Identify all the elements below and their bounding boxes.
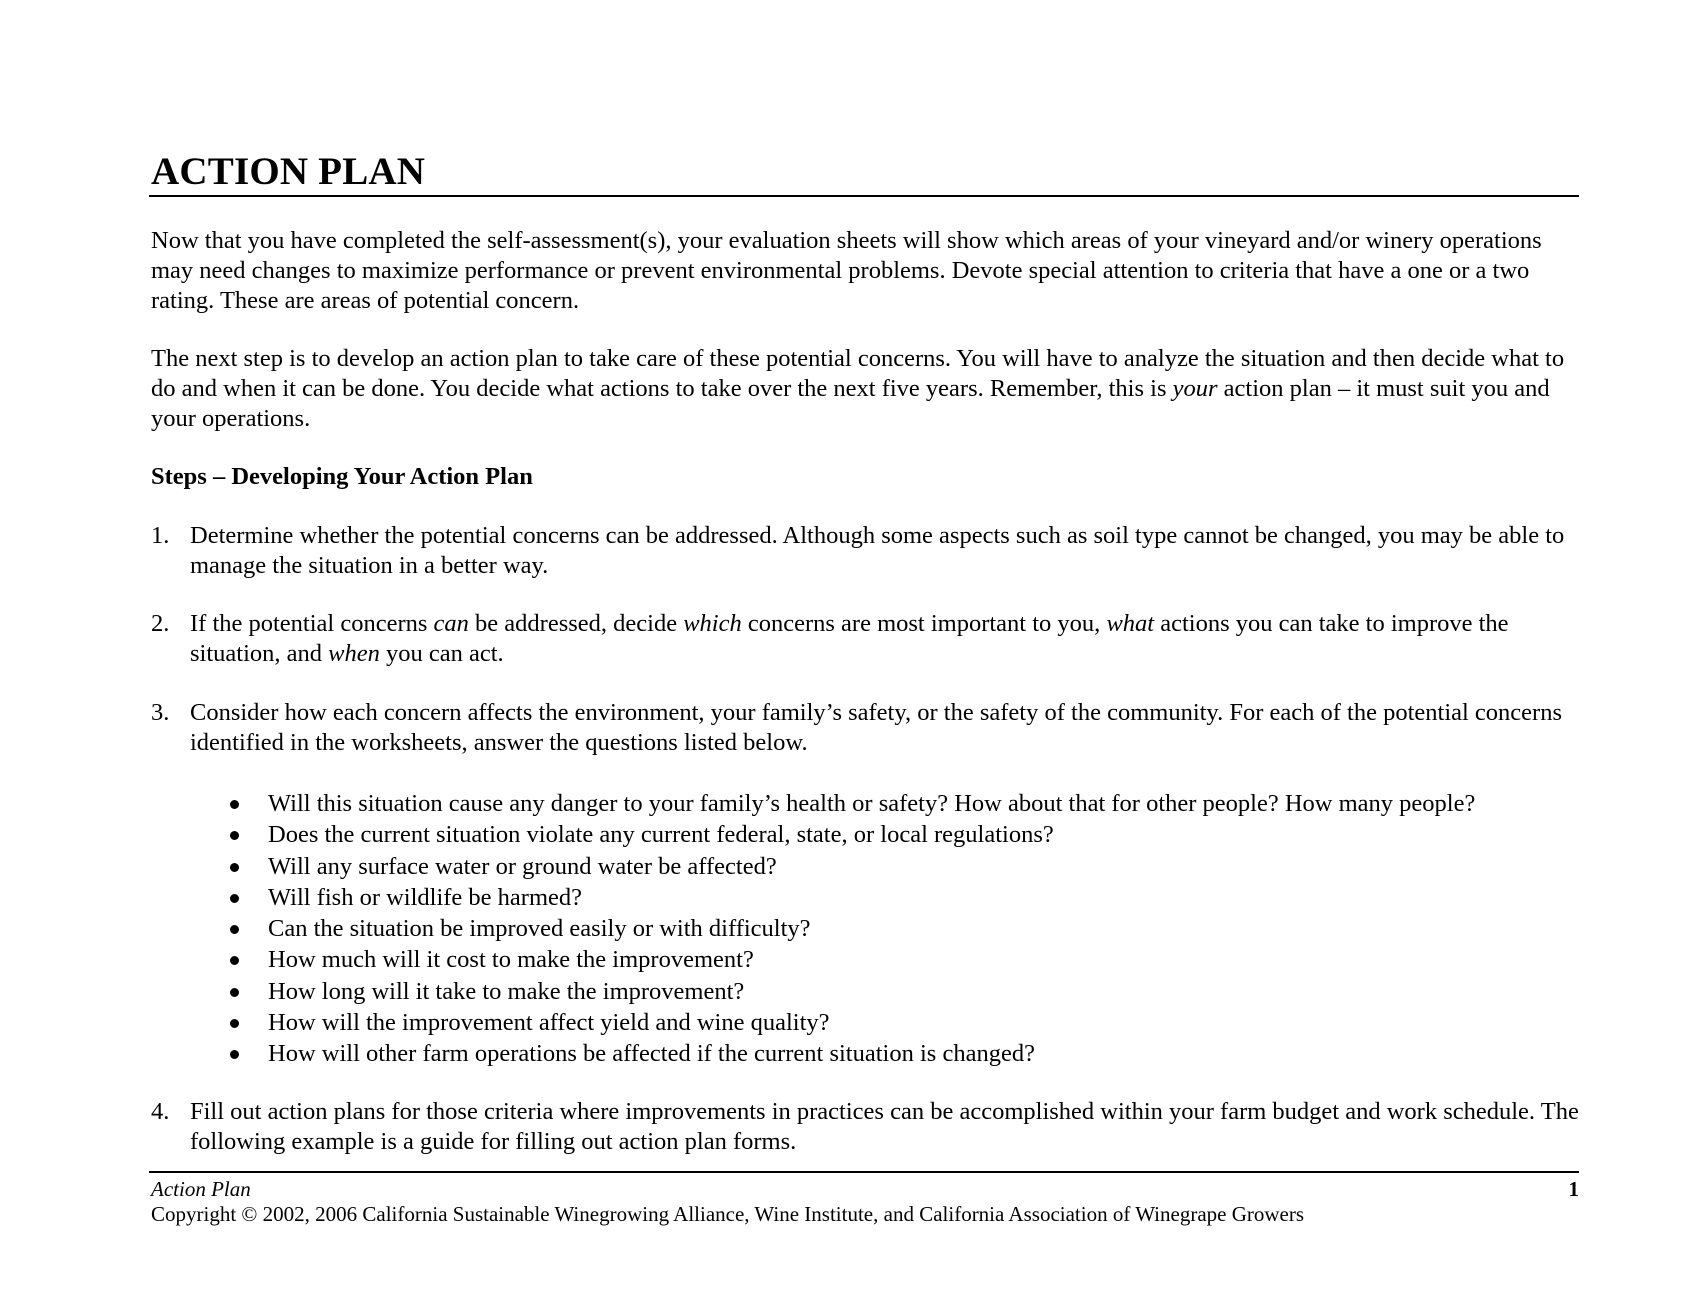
question-item (151, 913, 1579, 944)
next-step-paragraph (151, 344, 1571, 434)
bullet-icon (230, 800, 239, 809)
step-item (151, 698, 1579, 758)
question-item (151, 819, 1579, 850)
question-item (151, 976, 1579, 1007)
bullet-icon (230, 1050, 239, 1059)
step-item (151, 521, 1579, 581)
step-number: 2. (151, 610, 170, 637)
step-text-segment: concerns are most important to you, (741, 610, 1107, 637)
step-number: 3. (151, 699, 170, 726)
step-text-segment: actions you can take to improve the situation, and (190, 610, 1509, 667)
question-text: Will fish or wildlife be harmed? (268, 883, 583, 911)
question-item (151, 1007, 1579, 1038)
question-text: Can the situation be improved easily or with difficulty? (268, 915, 811, 943)
footer-divider (149, 1171, 1579, 1173)
page-number: 1 (1568, 1177, 1579, 1201)
question-text: How will other farm operations be affected if the current situation is changed? (268, 1040, 1035, 1068)
copyright-notice: Copyright © 2002, 2006 California Sustainable Winegrowing Alliance, Wine Institute, and California Association of Winegrape Growers (151, 1202, 1305, 1226)
question-text: How will the improvement affect yield and wine quality? (268, 1009, 830, 1037)
step-emphasis: what (1106, 610, 1155, 637)
bullet-icon (230, 1019, 239, 1028)
page-title: ACTION PLAN (151, 150, 426, 193)
step-emphasis: which (683, 610, 742, 637)
bullet-icon (230, 894, 239, 903)
next-step-emphasis: your (1172, 375, 1218, 402)
step-text-segment: If the potential concerns (190, 610, 434, 637)
question-item (151, 882, 1579, 913)
question-item (151, 1038, 1579, 1069)
step-emphasis: can (433, 610, 469, 637)
question-text: Does the current situation violate any current federal, state, or local regulations? (268, 821, 1054, 849)
question-list (151, 788, 1579, 1070)
question-text: Will any surface water or ground water be affected? (268, 852, 777, 880)
footer-section-label: Action Plan (151, 1177, 251, 1201)
bullet-icon (230, 925, 239, 934)
step-emphasis: when (328, 640, 380, 667)
step-text: Determine whether the potential concerns can be addressed. Although some aspects such as soil type cannot be changed, you may be able to manage the situation in a better way. (190, 522, 1565, 579)
step-text (190, 609, 1580, 669)
step-number: 1. (151, 522, 170, 549)
step-number: 4. (151, 1098, 170, 1125)
question-text: Will this situation cause any danger to your family’s health or safety? How about that for other people? How many people? (268, 790, 1476, 817)
next-step-text-part-2: action plan – it must suit you and your operations. (151, 375, 1550, 432)
question-item (151, 851, 1579, 882)
steps-heading: Steps – Developing Your Action Plan (151, 463, 533, 490)
step-item (151, 1097, 1579, 1157)
title-divider (149, 195, 1579, 197)
question-text: How much will it cost to make the improvement? (268, 946, 754, 974)
bullet-icon (230, 831, 239, 840)
next-step-text-part-1: The next step is to develop an action plan to take care of these potential concerns. You will have to analyze the situation and then decide what to do and when it can be done. You decide what actions to take over the next five years. Remember, this is (151, 345, 1565, 402)
bullet-icon (230, 956, 239, 965)
question-item (151, 944, 1579, 975)
question-text: How long will it take to make the improvement? (268, 977, 745, 1005)
intro-paragraph: Now that you have completed the self-assessment(s), your evaluation sheets will show which areas of your vineyard and/or winery operations may need changes to maximize performance or prevent environmental problems. Devote special attention to criteria that have a one or a two rating. These are areas of potential concern. (151, 227, 1542, 314)
step-text-segment: you can act. (379, 640, 504, 667)
bullet-icon (230, 988, 239, 997)
step-text: Consider how each concern affects the environment, your family’s safety, or the safety of the community. For each of the potential concerns identified in the worksheets, answer the questions listed below. (190, 699, 1562, 756)
question-item (151, 788, 1579, 819)
step-item (151, 609, 1579, 669)
bullet-icon (230, 863, 239, 872)
step-text-segment: be addressed, decide (468, 610, 684, 637)
step-text: Fill out action plans for those criteria where improvements in practices can be accomplished within your farm budget and work schedule. The following example is a guide for filling out action plan forms. (190, 1098, 1579, 1155)
